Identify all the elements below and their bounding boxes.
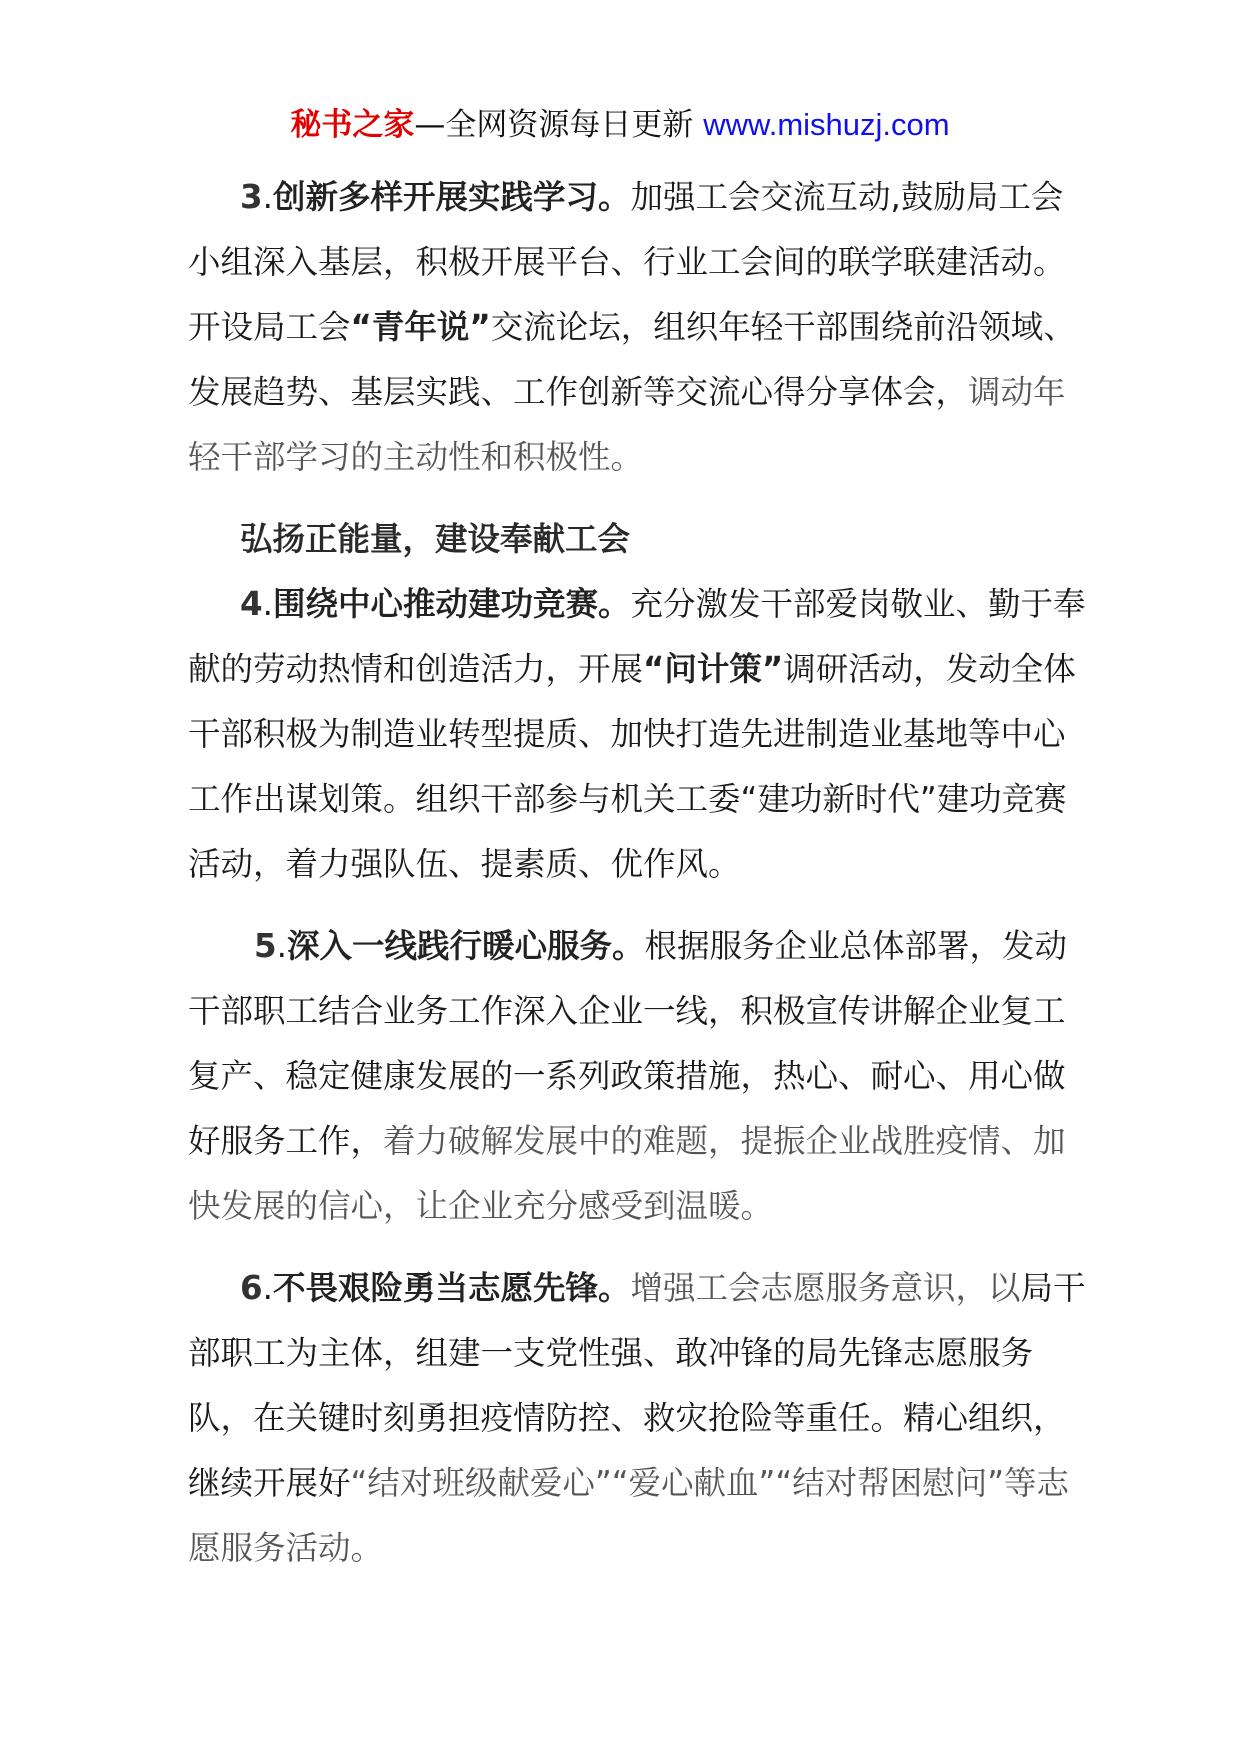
item-6-text-cont: 局干部职工为主体，组建一支党性强、敢冲锋的局先锋志愿服务队，在关键时刻勇担疫情防控、救灾抢险等重任。精心组织，继续开展好 xyxy=(188,1269,1086,1502)
site-header xyxy=(0,98,1240,152)
item-6-title: 不畏艰险勇当志愿先锋。 xyxy=(272,1269,631,1307)
item-5-title: 深入一线践行暖心服务。 xyxy=(286,927,645,965)
site-tagline: —全网资源每日更新 xyxy=(414,107,694,143)
item-3-number: 3 xyxy=(240,178,263,216)
paragraph-item-5: 5.深入一线践行暖心服务。根据服务企业总体部署，发动干部职工结合业务工作深入企业一线，积极宣传讲解企业复工复产、稳定健康发展的一系列政策措施，热心、耐心、用心做好服务工作，着力破解发展中的难题，提振企业战胜疫情、加快发展的信心，让企业充分感受到温暖。 xyxy=(188,927,1067,1225)
item-3-text-cont: 交流论坛，组织年轻干部围绕前沿领域、发展趋势、基层实践、工作创新等交流心得分享体会， xyxy=(188,308,1076,411)
paragraph-item-6: 6.不畏艰险勇当志愿先锋。增强工会志愿服务意识，以局干部职工为主体，组建一支党性强、敢冲锋的局先锋志愿服务队，在关键时刻勇担疫情防控、救灾抢险等重任。精心组织，继续开展好“结对班级献爱心”“爱心献血”“结对帮困慰问”等志愿服务活动。 xyxy=(188,1269,1086,1567)
site-url-link[interactable]: www.mishuzj.com xyxy=(703,107,950,142)
item-4-text: 充分激发干部爱岗敬业、勤于奉献的劳动热情和创造活力，开展 xyxy=(188,585,1086,688)
item-3-text-end: 调动年轻干部学习的主动性和积极性。 xyxy=(188,373,1066,476)
item-5-text: 根据服务企业总体部署，发动干部职工结合业务工作深入企业一线，积极宣传讲解企业复工复产、稳定健康发展的一系列政策措施，热心、耐心、用心做好服务工作， xyxy=(188,927,1067,1160)
item-6-number: 6 xyxy=(240,1269,263,1307)
item-4-title: 围绕中心推动建功竞赛。 xyxy=(272,585,631,623)
item-3-text: 加强工会交流互动,鼓励局工会小组深入基层，积极开展平台、行业工会间的联学联建活动。开设局工会 xyxy=(188,178,1066,346)
item-4-text-cont: 调研活动，发动全体干部积极为制造业转型提质、加快打造先进制造业基地等中心工作出谋划策。组织干部参与机关工委“建功新时代”建功竞赛活动，着力强队伍、提素质、优作风。 xyxy=(188,650,1076,883)
item-5-text-end: 着力破解发展中的难题，提振企业战胜疫情、加快发展的信心，让企业充分感受到温暖。 xyxy=(188,1122,1066,1225)
paragraph-item-4: 4.围绕中心推动建功竞赛。充分激发干部爱岗敬业、勤于奉献的劳动热情和创造活力，开展“问计策”调研活动，发动全体干部积极为制造业转型提质、加快打造先进制造业基地等中心工作出谋划策。组织干部参与机关工委“建功新时代”建功竞赛活动，着力强队伍、提素质、优作风。 xyxy=(188,585,1086,883)
item-4-number: 4 xyxy=(240,585,263,623)
site-brand: 秘书之家 xyxy=(290,107,415,143)
item-3-highlight: “青年说” xyxy=(350,308,491,346)
document-body xyxy=(188,165,1088,1581)
item-3-title: 创新多样开展实践学习。 xyxy=(272,178,631,216)
item-6-text: 增强工会志愿服务意识，以 xyxy=(630,1269,1021,1307)
section-heading: 弘扬正能量，建设奉献工会 xyxy=(240,520,631,558)
paragraph-item-3: 3.创新多样开展实践学习。加强工会交流互动,鼓励局工会小组深入基层，积极开展平台、行业工会间的联学联建活动。开设局工会“青年说”交流论坛，组织年轻干部围绕前沿领域、发展趋势、基层实践、工作创新等交流心得分享体会，调动年轻干部学习的主动性和积极性。 xyxy=(188,178,1076,476)
item-4-highlight: “问计策” xyxy=(643,650,784,688)
item-5-number: 5 xyxy=(254,927,277,965)
item-6-text-end: “结对班级献爱心”“爱心献血”“结对帮困慰问”等志愿服务活动。 xyxy=(188,1464,1070,1567)
